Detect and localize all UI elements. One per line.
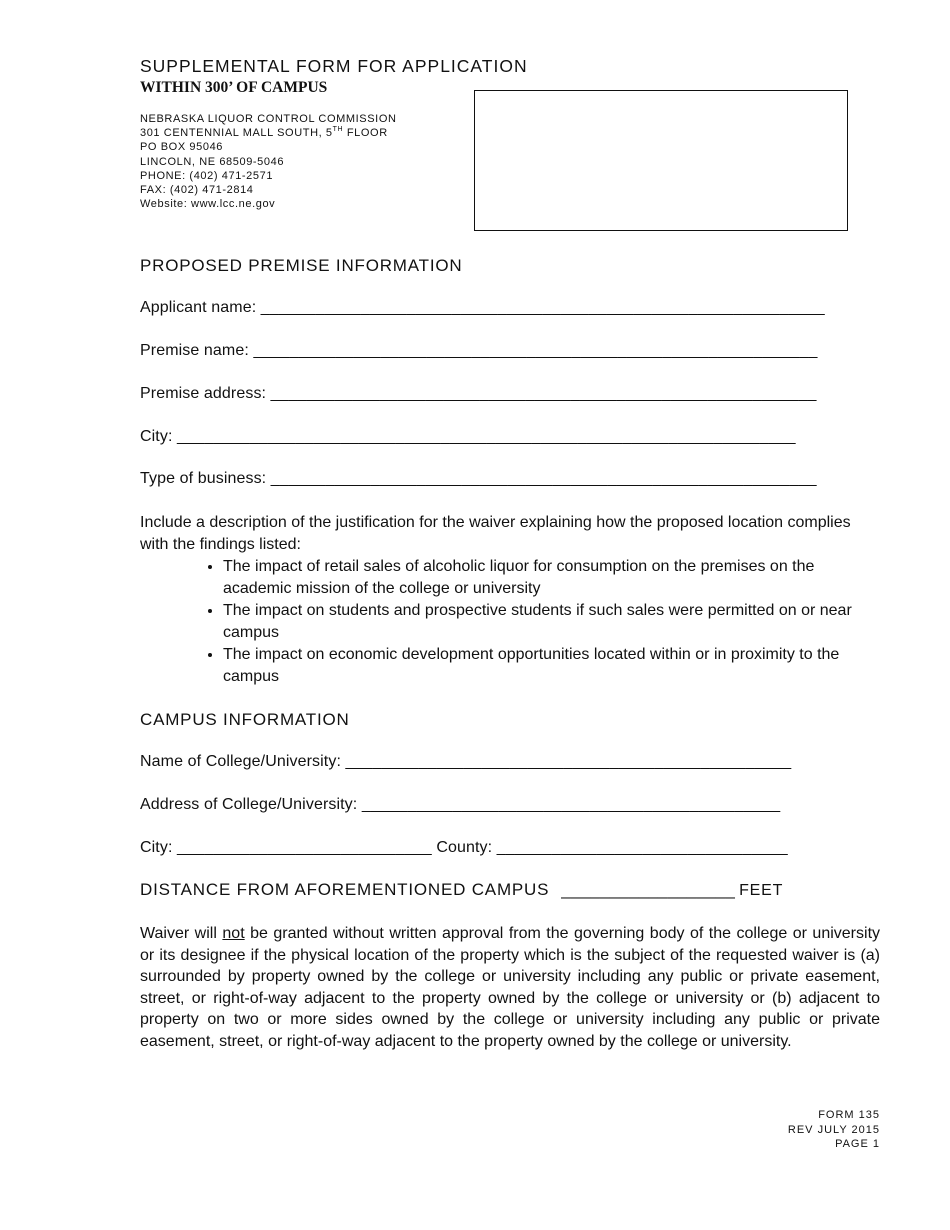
business-type-field[interactable] xyxy=(140,470,817,488)
applicant-name-field[interactable] xyxy=(140,299,825,317)
waiver-paragraph: Waiver will not be granted without written approval from the governing body of the college or university or its designee if the physical location of the property which is the subject of the requested waiver is (a) surrounded by property owned by the college or university including any public or private easement, street, or right-of-way adjacent to the property owned by the college or university or (b) adjacent to property on two or more sides owned by the college or university including any public or private easement, street, or right-of-way adjacent to the property owned by the college or university. xyxy=(140,925,881,1050)
business-type-label: Type of business: xyxy=(140,470,267,487)
college-address-label: Address of College/University: xyxy=(140,796,358,813)
form-title: SUPPLEMENTAL FORM FOR APPLICATION xyxy=(140,56,528,76)
finding-item: • The impact of retail sales of alcoholic liquor for consumption on the premises on the academic mission of the college or university xyxy=(223,556,885,599)
premise-address-blank[interactable]: ____________________________________________________________ xyxy=(270,385,817,402)
finding-item: • The impact on economic development opportunities located within or in proximity to the campus xyxy=(223,644,885,687)
fax-number: FAX: (402) 471-2814 xyxy=(140,184,254,197)
campus-city-blank[interactable]: ____________________________ xyxy=(177,839,432,856)
applicant-name-label: Applicant name: xyxy=(140,299,257,316)
college-name-label: Name of College/University: xyxy=(140,753,341,770)
college-name-blank[interactable]: _________________________________________________ xyxy=(345,753,792,770)
premise-address-label: Premise address: xyxy=(140,385,267,402)
street-address: 301 CENTENNIAL MALL SOUTH, 5TH FLOOR xyxy=(140,126,388,140)
agency-name: NEBRASKA LIQUOR CONTROL COMMISSION xyxy=(140,113,397,125)
college-address-field[interactable] xyxy=(140,796,780,814)
office-use-box xyxy=(474,90,848,231)
campus-county-blank[interactable]: ________________________________ xyxy=(496,839,788,856)
form-subtitle: WITHIN 300’ OF CAMPUS xyxy=(140,79,328,96)
phone-number: PHONE: (402) 471-2571 xyxy=(140,169,274,182)
distance-blank[interactable]: __________________ xyxy=(561,880,736,899)
city-state-zip: LINCOLN, NE 68509-5046 xyxy=(140,155,285,168)
college-name-field[interactable] xyxy=(140,753,791,771)
business-type-blank[interactable]: ____________________________________________________________ xyxy=(270,470,817,487)
form-footer xyxy=(788,1108,880,1152)
college-address-blank[interactable]: ______________________________________________ xyxy=(361,796,781,813)
distance-unit: FEET xyxy=(739,882,784,899)
finding-item: • The impact on students and prospective students if such sales were permitted on or near campus xyxy=(223,600,885,643)
justification-intro: Include a description of the justification for the waiver explaining how the proposed location complies with the findings listed: xyxy=(140,514,851,553)
campus-section-heading: CAMPUS INFORMATION xyxy=(140,710,350,729)
premise-address-field[interactable] xyxy=(140,385,817,403)
campus-city-county-row xyxy=(140,839,788,857)
page-number: PAGE 1 xyxy=(835,1138,880,1150)
premise-name-blank[interactable]: ______________________________________________________________ xyxy=(253,342,818,359)
revision-date: REV JULY 2015 xyxy=(787,1123,880,1136)
premise-city-field[interactable] xyxy=(140,428,796,446)
waiver-emphasis: not xyxy=(222,925,245,942)
premise-city-label: City: xyxy=(140,428,173,445)
contact-block xyxy=(140,112,397,211)
campus-city-label: City: xyxy=(140,839,173,856)
distance-row xyxy=(140,880,783,900)
findings-list xyxy=(140,556,885,688)
premise-name-field[interactable] xyxy=(140,342,818,360)
premise-city-blank[interactable]: ____________________________________________________________________ xyxy=(177,428,796,445)
distance-label: DISTANCE FROM AFOREMENTIONED CAMPUS xyxy=(140,880,550,899)
campus-county-label: County: xyxy=(436,839,493,856)
po-box: PO BOX 95046 xyxy=(140,141,224,154)
premise-section-heading: PROPOSED PREMISE INFORMATION xyxy=(140,256,463,275)
premise-name-label: Premise name: xyxy=(140,342,249,359)
applicant-name-blank[interactable]: ______________________________________________________________ xyxy=(260,299,825,316)
form-number: FORM 135 xyxy=(818,1109,880,1121)
website[interactable]: Website: www.lcc.ne.gov xyxy=(140,198,276,211)
